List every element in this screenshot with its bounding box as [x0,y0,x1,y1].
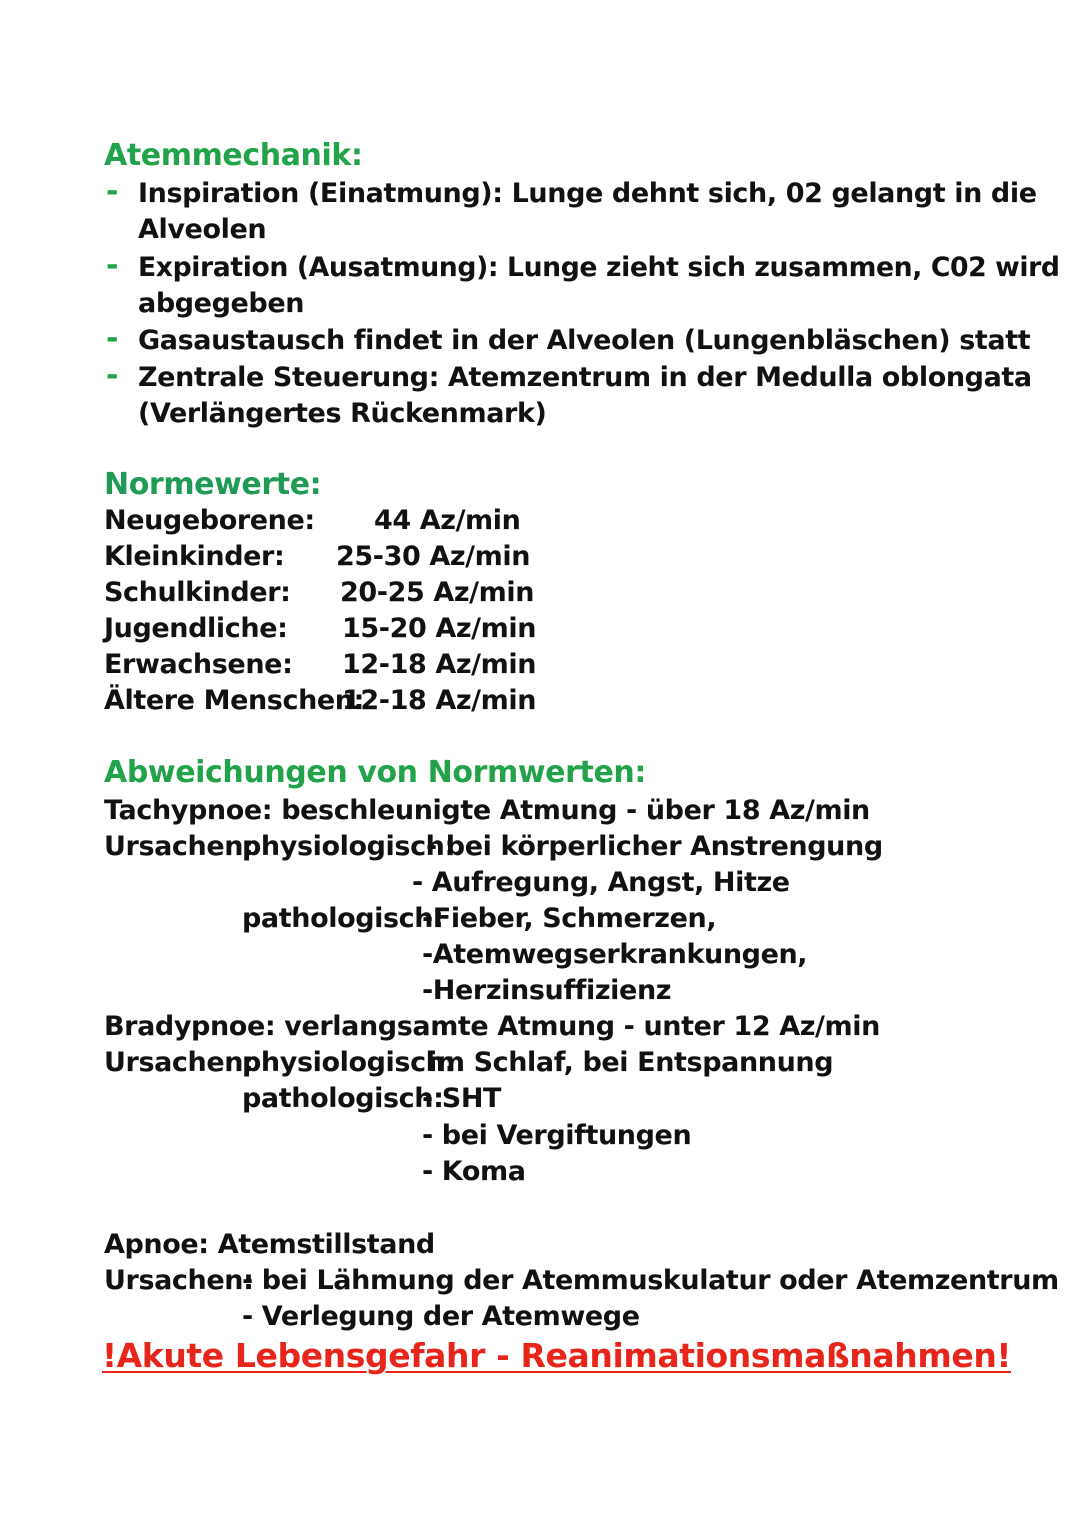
bullet-dash: - [106,358,119,393]
normwert-label: Schulkinder: [104,577,291,608]
normwert-label: Neugeborene: [104,505,315,536]
bradypnoe-definition: Bradypnoe: verlangsamte Atmung - unter 12 Az/min [104,1011,880,1042]
ursachen-label: Ursachen: [104,1265,254,1296]
tachy-phys-item: - bei körperlicher Anstrengung [426,831,883,862]
tachy-path-item: -Fieber, Schmerzen, [422,903,717,934]
tachypnoe-definition: Tachypnoe: beschleunigte Atmung - über 18 Az/min [104,795,870,826]
apnoe-item: - bei Lähmung der Atemmuskulatur oder Atemzentrum [242,1265,1059,1296]
normwert-label: Ältere Menschen: [104,685,365,716]
normwert-label: Kleinkinder: [104,541,285,572]
atemmechanik-item-1-line-1: Inspiration (Einatmung): Lunge dehnt sich, 02 gelangt in die [138,178,1037,209]
section-title-atemmechanik: Atemmechanik: [104,138,363,173]
physiologisch-label: physiologisch: [242,831,455,862]
apnoe-definition: Apnoe: Atemstillstand [104,1229,435,1260]
brady-path-item: - SHT [422,1083,502,1114]
physiologisch-label: physiologisch: [242,1047,455,1078]
section-title-abweichungen: Abweichungen von Normwerten: [104,755,646,790]
atemmechanik-item-2-line-2: abgegeben [138,288,305,319]
atemmechanik-item-3-line-1: Gasaustausch findet in der Alveolen (Lungenbläschen) statt [138,325,1031,356]
bullet-dash: - [106,174,119,209]
normwert-value: 12-18 Az/min [342,649,537,680]
apnoe-item: - Verlegung der Atemwege [242,1301,640,1332]
brady-phys-text: im Schlaf, bei Entspannung [428,1047,834,1078]
bullet-dash: - [106,248,119,283]
ursachen-label: Ursachen: [104,831,254,862]
bullet-dash: - [106,321,119,356]
pathologisch-label: pathologisch: [242,903,444,934]
normwert-value: 15-20 Az/min [342,613,537,644]
pathologisch-label: pathologisch: [242,1083,444,1114]
brady-path-item: - Koma [422,1156,526,1187]
tachy-path-item: -Atemwegserkrankungen, [422,939,808,970]
normwert-label: Jugendliche: [104,613,288,644]
ursachen-label: Ursachen: [104,1047,254,1078]
atemmechanik-item-1-line-2: Alveolen [138,214,267,245]
normwert-value: 12-18 Az/min [342,685,537,716]
atemmechanik-item-4-line-2: (Verlängertes Rückenmark) [138,398,547,429]
tachy-path-item: -Herzinsuffizienz [422,975,672,1006]
normwert-value: 20-25 Az/min [340,577,535,608]
brady-path-item: - bei Vergiftungen [422,1120,692,1151]
section-title-normwerte: Normewerte: [104,467,322,502]
normwert-value: 25-30 Az/min [336,541,531,572]
normwert-label: Erwachsene: [104,649,293,680]
normwert-value: 44 Az/min [374,505,521,536]
atemmechanik-item-4-line-1: Zentrale Steuerung: Atemzentrum in der Medulla oblongata [138,362,1032,393]
warning-text: !Akute Lebensgefahr - Reanimationsmaßnahmen! [102,1336,1012,1375]
atemmechanik-item-2-line-1: Expiration (Ausatmung): Lunge zieht sich zusammen, C02 wird [138,252,1060,283]
tachy-phys-item: - Aufregung, Angst, Hitze [412,867,790,898]
